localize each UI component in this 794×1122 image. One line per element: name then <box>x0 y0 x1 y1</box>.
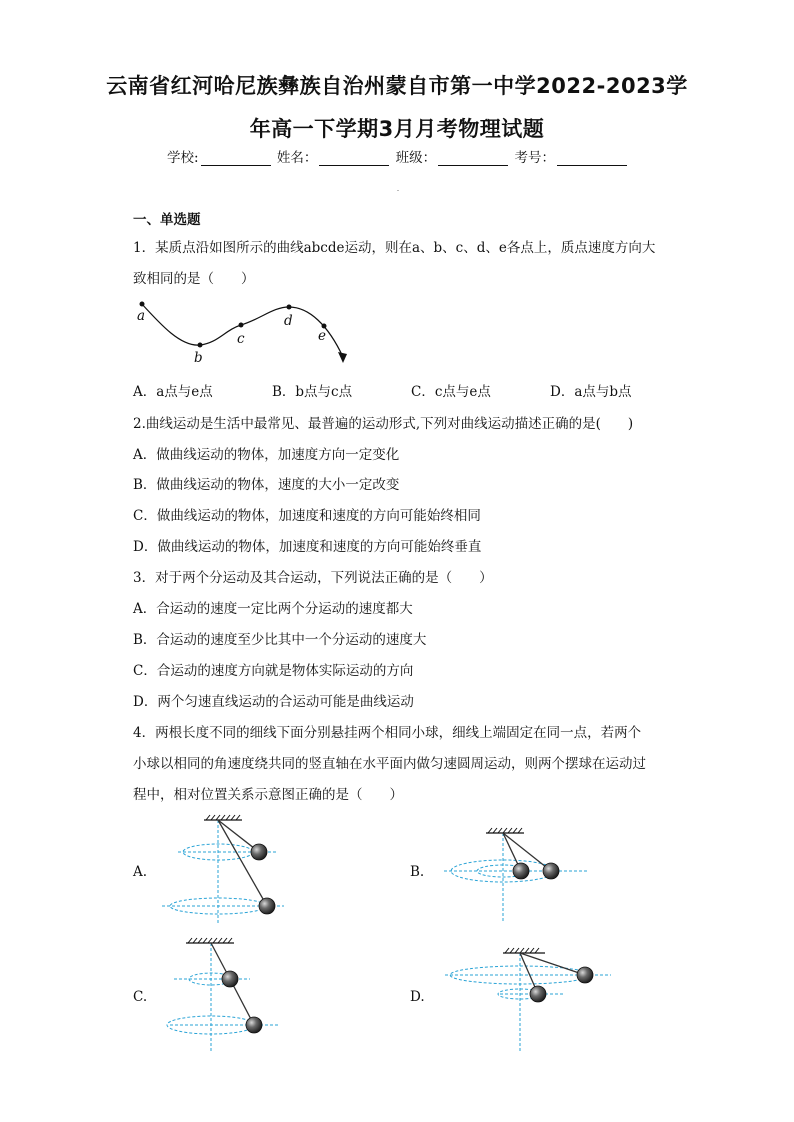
school-label: 学校: <box>167 150 199 166</box>
q1-point-c <box>239 323 244 328</box>
title-line-1: 云南省红河哈尼族彝族自治州蒙自市第一中学2022-2023学 <box>106 74 688 98</box>
q4-figure-c[interactable] <box>170 935 300 1055</box>
school-blank[interactable] <box>201 152 271 166</box>
q3-option-d[interactable]: D．两个匀速直线运动的合运动可能是曲线运动 <box>133 694 414 710</box>
title-line-2: 年高一下学期3月月考物理试题 <box>249 117 545 141</box>
student-info <box>0 146 794 166</box>
q1-curve-figure <box>133 295 363 370</box>
q2-option-c[interactable]: C．做曲线运动的物体，加速度和速度的方向可能始终相同 <box>133 508 481 524</box>
q1-arrow-head <box>338 352 347 363</box>
q1-label-b: b <box>194 350 203 366</box>
section-heading: 一、单选题 <box>133 212 201 228</box>
q4-option-a-label[interactable]: A. <box>133 864 148 880</box>
q1-label-c: c <box>237 331 245 347</box>
q4-option-c-label[interactable]: C. <box>133 989 148 1005</box>
q1-stem-line-1: 1．某质点沿如图所示的曲线abcde运动，则在a、b、c、d、e各点上，质点速度方向大 <box>133 240 656 256</box>
q1-option-a[interactable]: A．a点与e点 <box>133 384 213 400</box>
q4-stem-line-1: 4．两根长度不同的细线下面分别悬挂两个相同小球，细线上端固定在同一点，若两个 <box>133 725 642 741</box>
q1-point-a <box>140 302 145 307</box>
q1-stem-line-2: 致相同的是（ ） <box>133 271 255 287</box>
q4-figure-b[interactable] <box>440 825 590 925</box>
q1-option-b[interactable]: B．b点与c点 <box>272 384 353 400</box>
name-label: 姓名： <box>276 150 318 166</box>
q1-curve <box>141 303 343 357</box>
number-blank[interactable] <box>557 152 627 166</box>
q3-option-c[interactable]: C．合运动的速度方向就是物体实际运动的方向 <box>133 663 414 679</box>
q1-point-d <box>287 305 292 310</box>
q4-figure-a[interactable] <box>160 812 290 927</box>
q3-option-a[interactable]: A．合运动的速度一定比两个分运动的速度都大 <box>133 601 413 617</box>
q2-option-d[interactable]: D．做曲线运动的物体，加速度和速度的方向可能始终垂直 <box>133 539 482 555</box>
q1-option-c[interactable]: C．c点与e点 <box>411 384 491 400</box>
q4-figure-d[interactable] <box>445 945 615 1055</box>
q4-option-d-label[interactable]: D. <box>410 989 425 1005</box>
q3-stem: 3．对于两个分运动及其合运动，下列说法正确的是（ ） <box>133 570 493 586</box>
class-label: 班级： <box>395 150 437 166</box>
q2-stem: 2.曲线运动是生活中最常见、最普遍的运动形式,下列对曲线运动描述正确的是( ) <box>133 416 634 432</box>
number-label: 考号： <box>514 150 555 166</box>
q2-option-b[interactable]: B．做曲线运动的物体，速度的大小一定改变 <box>133 477 400 493</box>
q4-option-b-label[interactable]: B. <box>410 864 425 880</box>
q1-option-d[interactable]: D．a点与b点 <box>550 384 632 400</box>
q1-label-e: e <box>318 328 326 344</box>
q1-label-a: a <box>137 308 146 324</box>
class-blank[interactable] <box>438 152 508 166</box>
q4-stem-line-2: 小球以相同的角速度绕共同的竖直轴在水平面内做匀速圆周运动，则两个摆球在运动过 <box>133 756 646 772</box>
name-blank[interactable] <box>319 152 389 166</box>
q4-stem-line-3: 程中，相对位置关系示意图正确的是（ ） <box>133 787 403 803</box>
q2-option-a[interactable]: A．做曲线运动的物体，加速度方向一定变化 <box>133 447 400 463</box>
q1-point-b <box>198 343 203 348</box>
center-mark <box>397 190 399 191</box>
q3-option-b[interactable]: B．合运动的速度至少比其中一个分运动的速度大 <box>133 632 427 648</box>
q1-label-d: d <box>284 313 293 329</box>
